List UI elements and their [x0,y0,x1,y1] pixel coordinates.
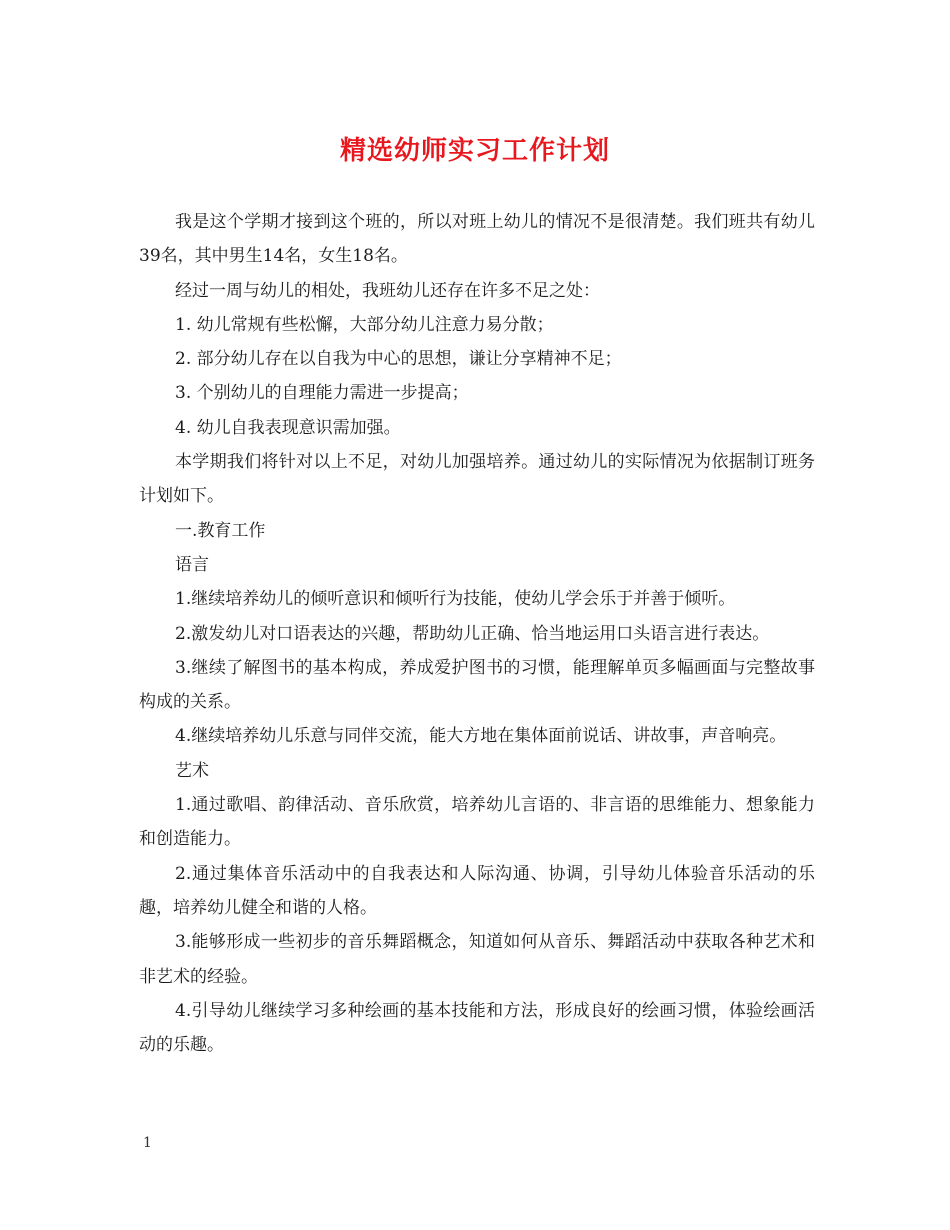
paragraph-plan-intro: 本学期我们将针对以上不足，对幼儿加强培养。通过幼儿的实际情况为依据制订班务计划如下。 [139,452,815,507]
paragraph-shortcomings-intro: 经过一周与幼儿的相处，我班幼儿还存在许多不足之处： [175,280,600,301]
page-number: 1 [143,1135,152,1151]
list-item: 1. 幼儿常规有些松懈，大部分幼儿注意力易分散； [175,314,554,335]
subsection-heading-language: 语言 [175,554,209,575]
section-heading-education: 一.教育工作 [175,520,266,541]
list-item: 2.通过集体音乐活动中的自我表达和人际沟通、协调，引导幼儿体验音乐活动的乐趣，培养幼儿健全和谐的人格。 [139,863,815,918]
subsection-heading-art: 艺术 [175,760,209,781]
list-item: 1.通过歌唱、韵律活动、音乐欣赏，培养幼儿言语的、非言语的思维能力、想象能力和创造能力。 [139,795,815,850]
document-body [139,205,815,1062]
list-item: 3.继续了解图书的基本构成，养成爱护图书的习惯，能理解单页多幅画面与完整故事构成的关系。 [139,657,815,713]
list-item: 3.能够形成一些初步的音乐舞蹈概念，知道如何从音乐、舞蹈活动中获取各种艺术和非艺术的经验。 [139,932,815,987]
paragraph-intro: 我是这个学期才接到这个班的，所以对班上幼儿的情况不是很清楚。我们班共有幼儿39名，其中男生14名，女生18名。 [139,212,815,267]
list-item: 3. 个别幼儿的自理能力需进一步提高； [175,383,469,404]
list-item: 4. 幼儿自我表现意识需加强。 [175,417,401,438]
document-title: 精选幼师实习工作计划 [339,136,610,166]
list-item: 2.激发幼儿对口语表达的兴趣，帮助幼儿正确、恰当地运用口头语言进行表达。 [175,623,770,644]
list-item: 4.引导幼儿继续学习多种绘画的基本技能和方法，形成良好的绘画习惯，体验绘画活动的乐趣。 [139,1000,815,1056]
list-item: 4.继续培养幼儿乐意与同伴交流，能大方地在集体面前说话、讲故事，声音响亮。 [175,726,787,747]
list-item: 1.继续培养幼儿的倾听意识和倾听行为技能，使幼儿学会乐于并善于倾听。 [175,589,736,610]
list-item: 2. 部分幼儿存在以自我为中心的思想，谦让分享精神不足； [175,349,622,370]
